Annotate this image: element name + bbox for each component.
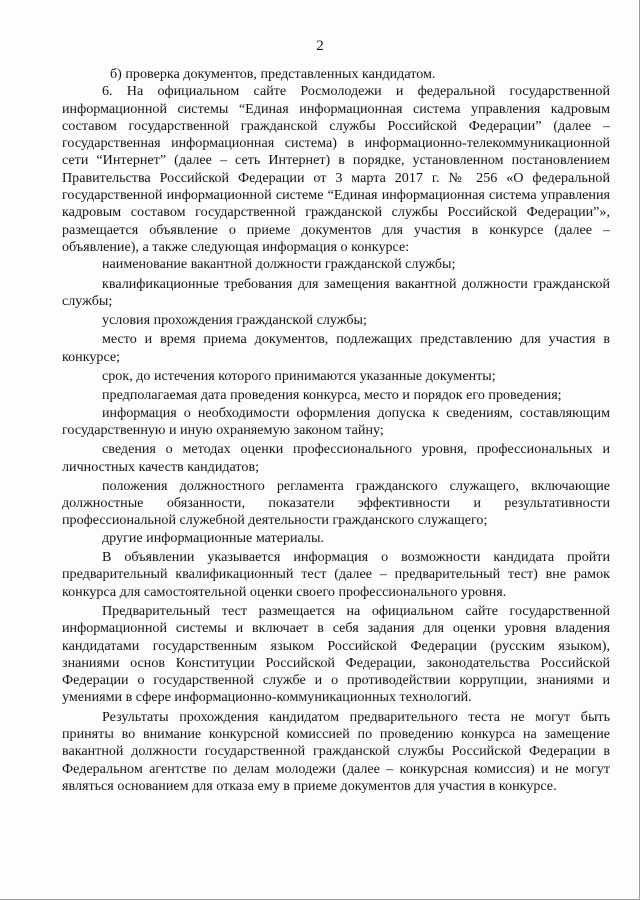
- list-item-qualification-requirements: квалификационные требования для замещения вакантной должности гражданской службы;: [62, 275, 610, 309]
- list-item-deadline: срок, до истечения которого принимаются указанные документы;: [102, 368, 496, 385]
- paragraph-item-b: б) проверка документов, представленных кандидатом.: [110, 66, 436, 82]
- list-item-contest-date: предполагаемая дата проведения конкурса, место и порядок его проведения;: [102, 387, 562, 404]
- paragraph-section-6: 6. На официальном сайте Росмолодежи и федеральной государственной информационной системы “Единая информационная система управления кадровым составом государственной гражданской службы Российской Федерации” (далее – государственная информационная система) в информационно-телекоммуникационной сети “Интернет” (далее – сеть Интернет) в порядке, установленном постановлением Правительства Российской Федерации от 3 марта 2017 г. № 256 «О федеральной государственной информационной системе “Единая информационная система управления кадровым составом государственной гражданской службы Российской Федерации”», размещается объявление о приеме документов для участия в конкурсе (далее – объявление), а также следующая информация о конкурсе:: [62, 83, 610, 255]
- paragraph-preliminary-test-placement: Предварительный тест размещается на официальном сайте государственной информационной системы и включает в себя задания для оценки уровня владения кандидатами государственным языком Российской Федерации (русским языком), знаниями основ Конституции Российской Федерации, законодательства Российской Федерации о государственной службе и о противодействии коррупции, знаниями и умениями в сфере информационно-коммуникационных технологий.: [62, 602, 610, 706]
- list-item-assessment-methods: сведения о методах оценки профессионального уровня, профессиональных и личностных качеств кандидатов;: [62, 441, 610, 475]
- list-item-position-name: наименование вакантной должности гражданской службы;: [102, 256, 456, 273]
- list-item-other-materials: другие информационные материалы.: [102, 529, 324, 546]
- list-item-document-reception: место и время приема документов, подлежащих представлению для участия в конкурсе;: [62, 331, 610, 365]
- document-body: [62, 66, 610, 795]
- list-item-service-conditions: условия прохождения гражданской службы;: [102, 312, 367, 329]
- list-item-job-regulations: положения должностного регламента гражданского служащего, включающие должностные обязанности, показатели эффективности и результативности профессиональной служебной деятельности гражданского служащего;: [62, 477, 610, 529]
- paragraph-test-results: Результаты прохождения кандидатом предварительного теста не могут быть приняты во внимание конкурсной комиссией по проведению конкурса на замещение вакантной должности государственной гражданской службы Российской Федерации в Федеральном агентстве по делам молодежи (далее – конкурсная комиссия) и не могут являться основанием для отказа ему в приеме документов для участия в конкурсе.: [62, 708, 610, 794]
- list-item-secrecy-clearance: информация о необходимости оформления допуска к сведениям, составляющим государственную и иную охраняемую законом тайну;: [62, 404, 610, 438]
- page-number: 2: [316, 38, 324, 54]
- paragraph-preliminary-test-info: В объявлении указывается информация о возможности кандидата пройти предварительный квалификационный тест (далее – предварительный тест) вне рамок конкурса для самостоятельной оценки своего профессионального уровня.: [62, 549, 610, 600]
